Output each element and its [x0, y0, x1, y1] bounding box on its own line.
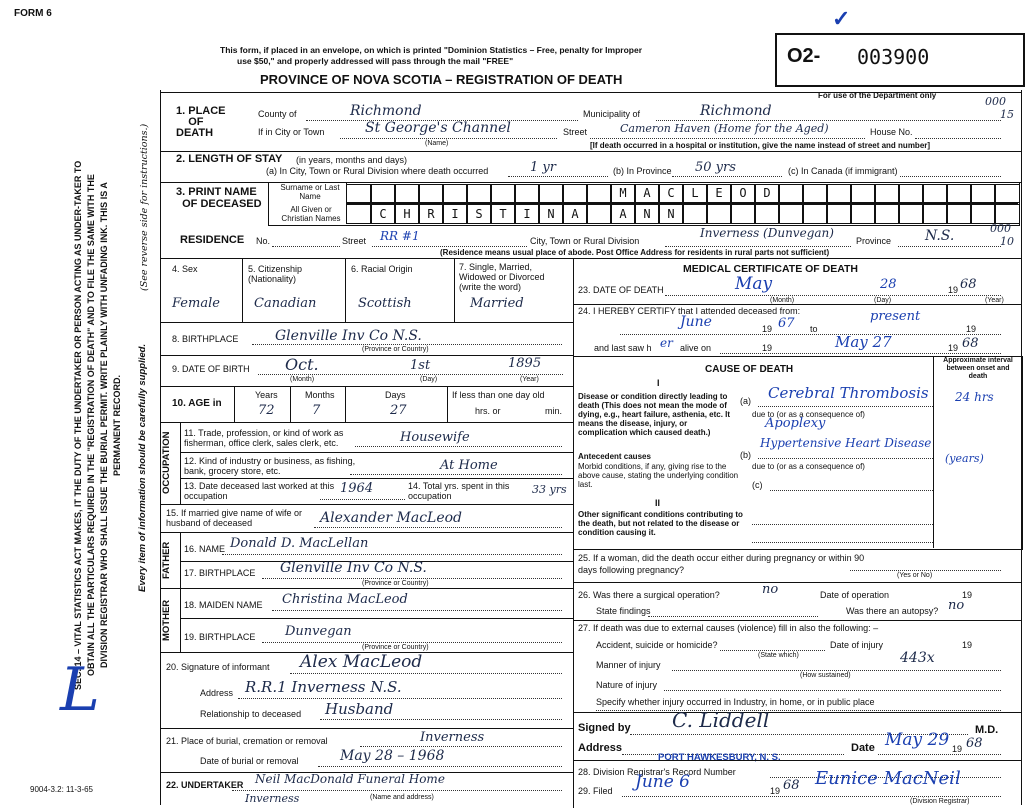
signed-label: Signed by: [578, 722, 631, 734]
dod-day-hint: (Day): [874, 297, 892, 304]
manner-label: Manner of injury: [596, 660, 661, 670]
cause-a-interval: 24 hrs: [955, 390, 994, 404]
antecedent-label: Antecedent causes: [578, 452, 651, 461]
informant-sig-label: 20. Signature of informant: [166, 662, 270, 672]
mail-notice-2: use $50," and properly addressed will pass through the mail "FREE": [237, 56, 514, 66]
surname-grid-cell: [898, 184, 924, 203]
maiden-label: 18. MAIDEN NAME: [184, 600, 263, 610]
due-to-b: due to (or as a consequence of): [752, 462, 865, 471]
name-hint: (Name): [425, 140, 449, 147]
surname-grid-cell: M: [610, 184, 636, 203]
code-value: 443x: [900, 650, 935, 666]
surname-grid-cell: [394, 184, 420, 203]
surgical-label: 26. Was there a surgical operation?: [578, 590, 720, 600]
name-label: 3. PRINT NAME OF DECEASED: [176, 186, 262, 210]
sex-value: Female: [172, 296, 220, 311]
cause-c-interval: (years): [945, 452, 984, 465]
cause-c-marker: (c): [752, 480, 763, 490]
given-grid-cell: H: [394, 204, 420, 224]
given-grid-cell: T: [490, 204, 516, 224]
given-grid-cell: N: [538, 204, 564, 224]
given-grid-cell: [682, 204, 708, 224]
last-saw-her: er: [660, 336, 673, 350]
residence-street-label: Street: [342, 236, 367, 246]
given-label: All Given or Christian Names: [281, 205, 341, 223]
dept-code-3: 000: [990, 222, 1011, 235]
given-grid-cell: [706, 204, 732, 224]
surname-grid-cell: [514, 184, 540, 203]
due-to-a: due to (or as a consequence of): [752, 410, 865, 419]
footer-code: 9004-3.2: 11-3-65: [30, 785, 94, 794]
side-supply: Every item of information should be carefully supplied.: [137, 343, 148, 592]
stay-c-label: (c) In Canada (if immigrant): [788, 166, 898, 176]
surname-grid-cell: [778, 184, 804, 203]
given-grid-cell: [826, 204, 852, 224]
to-prefix: 19: [966, 324, 977, 334]
industry-label: 12. Kind of industry or business, as fishing, bank, grocery store, etc.: [184, 456, 356, 476]
surgical-value: no: [762, 582, 779, 597]
dob-month: Oct.: [285, 355, 319, 374]
city-value: St George's Channel: [365, 120, 511, 136]
cause-b-marker: (b): [740, 450, 751, 460]
dod-year-hint: (Year): [985, 297, 1004, 304]
registration-number-box: [775, 33, 1025, 87]
stay-b-value: 50 yrs: [695, 160, 736, 175]
yes-no-hint: (Yes or No): [897, 572, 933, 579]
state-findings-label: State findings: [596, 606, 651, 616]
autopsy-label: Was there an autopsy?: [846, 606, 939, 616]
residence-city: Inverness (Dunvegan): [700, 226, 834, 240]
spouse-value: Alexander MacLeod: [320, 510, 463, 526]
given-grid-cell: N: [634, 204, 660, 224]
age-days-label: Days: [385, 390, 406, 400]
surname-grid-cell: [466, 184, 492, 203]
surname-grid-cell: [850, 184, 876, 203]
part-2: II: [655, 498, 661, 508]
dod-year: 68: [960, 277, 977, 292]
dod-month-hint: (Month): [770, 297, 795, 304]
county-value: Richmond: [350, 103, 422, 119]
racial-value: Scottish: [358, 296, 412, 311]
stay-b-label: (b) In Province: [613, 166, 672, 176]
dept-use-label: For use of the Department only: [818, 91, 937, 100]
date-label: Date: [851, 742, 875, 754]
informant-address: R.R.1 Inverness N.S.: [245, 678, 402, 696]
less-day-label: If less than one day old: [452, 390, 545, 400]
form-number: FORM 6: [14, 8, 52, 19]
residence-note: (Residence means usual place of abode. Post Office Address for residents in rural parts not sufficient): [440, 248, 830, 257]
relationship-label: Relationship to deceased: [200, 709, 302, 719]
age-years-label: Years: [255, 390, 278, 400]
check-mark: ✓: [832, 6, 851, 31]
given-grid-cell: [970, 204, 996, 224]
stay-a-value: 1 yr: [530, 160, 556, 175]
sign-year-prefix: 19: [952, 744, 963, 754]
mother-birthplace-label: 19. BIRTHPLACE: [184, 632, 256, 642]
given-grid-cell: [994, 204, 1020, 224]
residence-city-label: City, Town or Rural Division: [530, 236, 640, 246]
maiden-value: Christina MacLeod: [282, 592, 408, 607]
given-grid-cell: [802, 204, 828, 224]
registrar-value: Eunice MacNeil: [815, 768, 961, 789]
undertaker-hint: (Name and address): [370, 794, 434, 801]
given-grid-cell: [754, 204, 780, 224]
birthplace-value: Glenville Inv Co N.S.: [275, 328, 422, 344]
last-seen-prefix-2: 19: [948, 343, 959, 353]
age-months: 7: [312, 403, 321, 418]
residence-street: RR #1: [380, 229, 420, 243]
residence-no-label: No.: [256, 236, 271, 246]
surname-grid-cell: [442, 184, 468, 203]
from-prefix: 19: [762, 324, 773, 334]
certify-from: June: [680, 314, 712, 330]
surname-grid-cell: [826, 184, 852, 203]
burial-date: May 28 – 1968: [340, 748, 445, 764]
reg-number: 003900: [857, 45, 930, 69]
certify-from-year: 67: [778, 316, 795, 331]
industry-value: At Home: [440, 458, 498, 473]
undertaker-value-2: Inverness: [245, 792, 300, 805]
given-grid-cell: [850, 204, 876, 224]
approx-label: Approximate interval between onset and death: [943, 357, 1013, 380]
racial-label: 6. Racial Origin: [351, 264, 413, 274]
cause-c: Hypertensive Heart Disease: [760, 436, 932, 450]
residence-province: N.S.: [925, 228, 955, 244]
cause-title: CAUSE OF DEATH: [705, 364, 794, 375]
relationship-value: Husband: [325, 700, 394, 718]
surname-grid-cell: C: [658, 184, 684, 203]
cause-b: Apoplexy: [765, 416, 826, 431]
surname-grid-cell: D: [754, 184, 780, 203]
surname-grid-cell: [922, 184, 948, 203]
total-label: 14. Total yrs. spent in this occupation: [408, 481, 510, 501]
mail-notice-1: This form, if placed in an envelope, on which is printed "Dominion Statistics – Free, penalty for Improper: [220, 45, 643, 55]
op-date-prefix: 19: [962, 590, 973, 600]
house-label: House No.: [870, 127, 913, 137]
md-label: M.D.: [975, 724, 999, 736]
mother-side-label: MOTHER: [161, 599, 172, 641]
marital-label: 7. Single, Married, Widowed or Divorced (write the word): [459, 262, 545, 292]
father-birthplace: Glenville Inv Co N.S.: [280, 560, 427, 576]
stamp: PORT HAWKESBURY, N. S.: [658, 752, 781, 763]
municipality-label: Municipality of: [583, 109, 641, 119]
given-grid-cell: N: [658, 204, 684, 224]
father-birthplace-hint: (Province or Country): [362, 580, 429, 587]
filed-label: 29. Filed: [578, 786, 613, 796]
surname-grid-cell: [370, 184, 396, 203]
last-seen-year: 68: [962, 336, 979, 351]
stay-a-label: (a) In City, Town or Rural Division where death occurred: [266, 166, 489, 176]
sign-year: 68: [966, 736, 983, 751]
specify-label: Specify whether injury occurred in Industry, in home, or in public place: [596, 697, 875, 707]
side-notice: SEC. 14 – VITAL STATISTICS ACT MAKES, IT THE DUTY OF THE UNDERTAKER OR PERSON ACTING AS UNDER-TAKER TO OBTAIN ALL THE PARTICULARS REQUIRED IN THE "REGISTRATION OF DEATH" AND TO FILE THE SAME WITH THE DIVISION REGISTRAR WHO SHALL ISSUE THE BURIAL PERMIT. WRITE PLAINLY WITH UNFADING INK. THIS IS A PERMANENT RECORD.: [73, 160, 122, 690]
surname-grid-cell: [418, 184, 444, 203]
surname-grid-cell: [538, 184, 564, 203]
surname-grid-cell: O: [730, 184, 756, 203]
birthplace-label: 8. BIRTHPLACE: [172, 334, 239, 344]
age-months-label: Months: [305, 390, 335, 400]
father-birthplace-label: 17. BIRTHPLACE: [184, 568, 256, 578]
residence-label: RESIDENCE: [180, 234, 245, 246]
dod-label: 23. DATE OF DEATH: [578, 285, 664, 295]
given-grid-cell: R: [418, 204, 444, 224]
min-label: min.: [545, 406, 563, 416]
place-label: 1. PLACE OF DEATH: [176, 105, 226, 139]
disease-label: Disease or condition directly leading to death (This does not mean the mode of dying, e.g., heart failure, asthenia, etc. It means the disease, injury, or complication which caused death.): [578, 392, 731, 437]
stay-hint: (in years, months and days): [296, 155, 408, 165]
surname-grid-cell: L: [682, 184, 708, 203]
cause-a-marker: (a): [740, 396, 751, 406]
burial-date-label: Date of burial or removal: [200, 756, 299, 766]
reg-prefix: O2-: [787, 45, 821, 67]
citizenship-value: Canadian: [254, 296, 317, 311]
hrs-label: hrs. or: [475, 406, 501, 416]
certify-to: present: [870, 309, 921, 324]
surname-grid-cell: [970, 184, 996, 203]
father-name-label: 16. NAME: [184, 544, 226, 554]
stay-label: 2. LENGTH OF STAY: [176, 153, 283, 165]
sign-date: May 29: [885, 730, 950, 750]
sex-label: 4. Sex: [172, 264, 198, 274]
given-grid-cell: [922, 204, 948, 224]
dob-year-hint: (Year): [520, 376, 539, 383]
given-grid-cell: [586, 204, 612, 224]
filed-year: 68: [783, 778, 800, 793]
undertaker-label: 22. UNDERTAKER: [166, 780, 244, 790]
burial-place: Inverness: [420, 730, 485, 745]
cause-a: Cerebral Thrombosis: [768, 384, 929, 402]
given-grid-cell: I: [442, 204, 468, 224]
street-value: Cameron Haven (Home for the Aged): [620, 122, 829, 135]
last-worked-label: 13. Date deceased last worked at this occupation: [184, 481, 335, 501]
burial-place-label: 21. Place of burial, cremation or removal: [166, 736, 328, 746]
given-grid-cell: A: [562, 204, 588, 224]
accident-label: Accident, suicide or homicide?: [596, 640, 718, 650]
residence-province-label: Province: [856, 236, 892, 246]
op-date-label: Date of operation: [820, 590, 890, 600]
marital-value: Married: [470, 296, 524, 311]
surname-grid-cell: [874, 184, 900, 203]
hospital-note: [If death occurred in a hospital or institution, give the name instead of street and number]: [590, 141, 931, 150]
total-value: 33 yrs: [532, 483, 567, 496]
county-label: County of: [258, 109, 297, 119]
citizenship-label: 5. Citizenship (Nationality): [248, 264, 303, 284]
record-label: 28. Division Registrar's Record Number: [578, 767, 736, 777]
medical-title: MEDICAL CERTIFICATE OF DEATH: [683, 263, 858, 275]
surname-label: Surname or Last Name: [280, 183, 340, 201]
surname-grid-cell: [994, 184, 1020, 203]
dob-month-hint: (Month): [290, 376, 315, 383]
dob-label: 9. DATE OF BIRTH: [172, 364, 250, 374]
part-1: I: [657, 378, 660, 388]
informant-address-label: Address: [200, 688, 234, 698]
father-name: Donald D. MacLellan: [230, 536, 369, 551]
mother-birthplace-hint: (Province or Country): [362, 644, 429, 651]
dept-code-2: 15: [1000, 108, 1014, 121]
given-grid-cell: [874, 204, 900, 224]
last-worked-value: 1964: [340, 481, 374, 496]
given-grid-cell: A: [610, 204, 636, 224]
dod-day: 28: [880, 277, 897, 292]
antecedent-hint: Morbid conditions, if any, giving rise to the above cause, stating the underlying condition last.: [578, 462, 739, 489]
woman-label: 25. If a woman, did the death occur either during pregnancy or within 90 days following pregnancy?: [578, 553, 865, 575]
age-days: 27: [390, 403, 407, 418]
surname-grid-cell: E: [706, 184, 732, 203]
state-which-hint: (State which): [758, 652, 799, 659]
dept-code-4: 10: [1000, 235, 1014, 248]
address-label: Address: [578, 742, 623, 754]
given-grid-cell: [946, 204, 972, 224]
father-side-label: FATHER: [161, 541, 172, 579]
given-grid-cell: [730, 204, 756, 224]
initial-mark: L: [60, 655, 100, 725]
autopsy-value: no: [948, 598, 965, 613]
given-grid-cell: C: [370, 204, 396, 224]
municipality-value: Richmond: [700, 103, 772, 119]
dept-code-1: 000: [985, 95, 1006, 108]
given-grid-cell: I: [514, 204, 540, 224]
given-grid-cell: S: [466, 204, 492, 224]
surname-grid-cell: [562, 184, 588, 203]
filed-value: June 6: [635, 772, 690, 792]
trade-value: Housewife: [400, 430, 470, 445]
street-label: Street: [563, 127, 588, 137]
how-hint: (How sustained): [800, 672, 851, 679]
nature-label: Nature of injury: [596, 680, 658, 690]
surname-grid-cell: [802, 184, 828, 203]
mother-birthplace: Dunvegan: [285, 624, 352, 639]
age-years: 72: [258, 403, 275, 418]
surname-grid-cell: [946, 184, 972, 203]
surname-grid-cell: A: [634, 184, 660, 203]
last-saw-label: and last saw h: [594, 343, 652, 353]
given-grid-cell: [898, 204, 924, 224]
surname-grid-cell: [346, 184, 372, 203]
other-label: Other significant conditions contributing to the death, but not related to the disease or condition causing it.: [578, 510, 743, 537]
dob-year: 1895: [508, 356, 542, 371]
certify-to-label: to: [810, 324, 818, 334]
injury-date-label: Date of injury: [830, 640, 884, 650]
alive-on-label: alive on: [680, 343, 712, 353]
spouse-label: 15. If married give name of wife or husband of deceased: [166, 508, 303, 528]
certify-label: 24. I HEREBY CERTIFY that I attended deceased from:: [578, 306, 801, 316]
occupation-side-label: OCCUPATION: [161, 431, 172, 495]
form-title: PROVINCE OF NOVA SCOTIA – REGISTRATION OF DEATH: [260, 72, 623, 87]
external-label: 27. If death was due to external causes (violence) fill in also the following: –: [578, 623, 879, 633]
surname-grid-cell: [586, 184, 612, 203]
top-rule: [160, 92, 1022, 93]
dob-day: 1st: [410, 358, 431, 373]
dod-year-prefix: 19: [948, 285, 959, 295]
dod-month: May: [735, 274, 773, 294]
last-seen-prefix: 19: [762, 343, 773, 353]
birthplace-hint: (Province or Country): [362, 346, 429, 353]
side-reverse: (See reverse side for instructions.): [139, 123, 150, 292]
age-label: 10. AGE in: [172, 398, 222, 409]
undertaker-value: Neil MacDonald Funeral Home: [255, 772, 445, 786]
filed-prefix: 19: [770, 786, 781, 796]
last-seen: May 27: [835, 333, 892, 351]
city-label: If in City or Town: [258, 127, 325, 137]
trade-label: 11. Trade, profession, or kind of work as fisherman, office clerk, sales clerk, etc.: [184, 428, 344, 448]
informant-sig: Alex MacLeod: [300, 652, 423, 672]
registrar-hint: (Division Registrar): [910, 798, 970, 805]
given-grid-cell: [346, 204, 372, 224]
signed-value: C. Liddell: [672, 708, 770, 732]
surname-grid-cell: [490, 184, 516, 203]
injury-date-prefix: 19: [962, 640, 973, 650]
given-grid-cell: [778, 204, 804, 224]
dob-day-hint: (Day): [420, 376, 438, 383]
